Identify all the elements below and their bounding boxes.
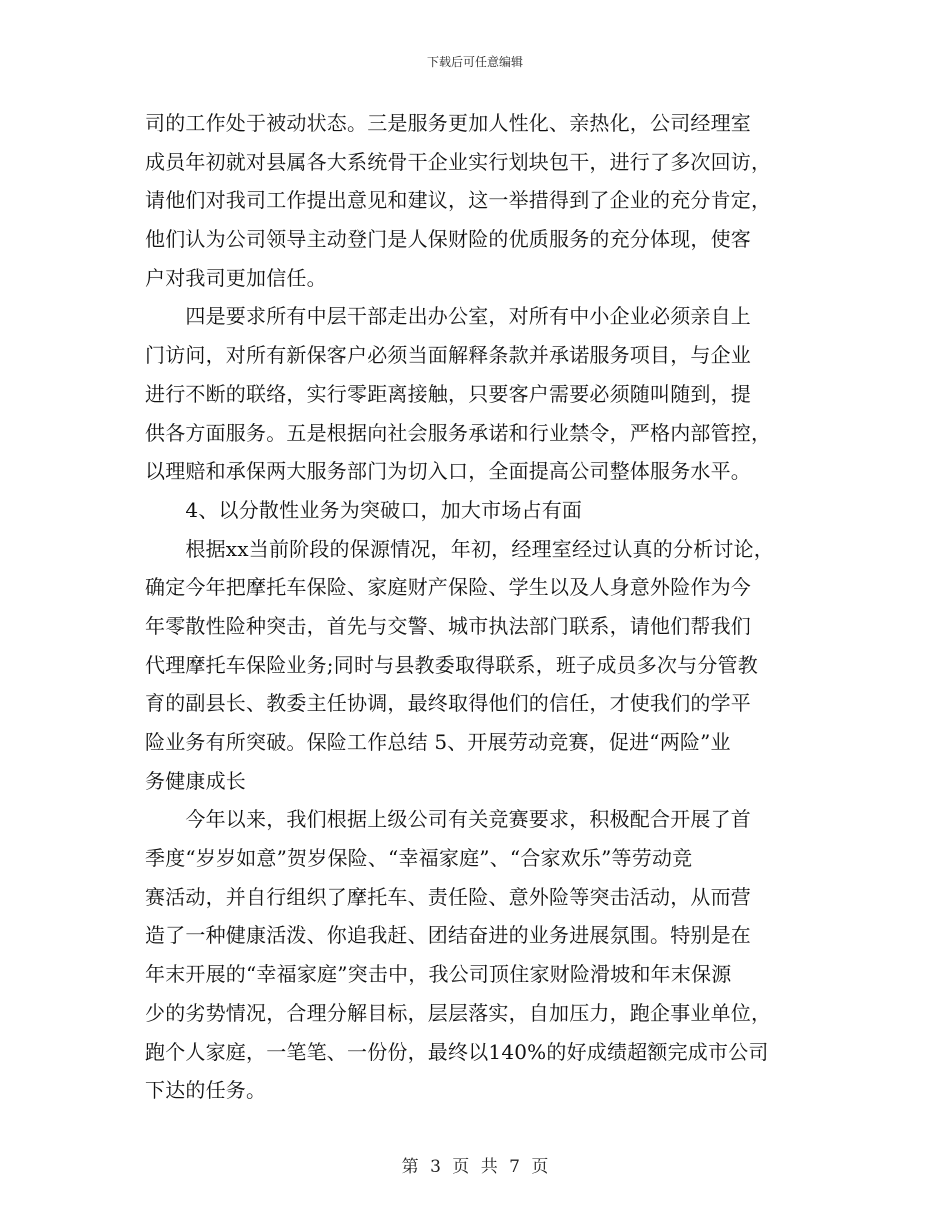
text-line: 供各方面服务。五是根据向社会服务承诺和行业禁令，严格内部管控，: [145, 420, 772, 445]
text-line: 少的劣势情况，合理分解目标，层层落实，自加压力，跑企事业单位，: [145, 1000, 772, 1025]
text-line: 以理赔和承保两大服务部门为切入口，全面提高公司整体服务水平。: [145, 459, 751, 484]
text-line: 今年以来，我们根据上级公司有关竞赛要求，积极配合开展了首: [145, 807, 751, 832]
text-line: 下达的任务。: [145, 1078, 267, 1103]
text-line: 险业务有所突破。保险工作总结 5、开展劳动竞赛，促进“两险”业: [145, 730, 731, 754]
text-line: 司的工作处于被动状态。三是服务更加人性化、亲热化，公司经理室: [145, 111, 751, 135]
text-line: 根据xx当前阶段的保源情况，年初，经理室经过认真的分析讨论，: [145, 536, 774, 561]
text-line: 年零散性险种突击，首先与交警、城市执法部门联系，请他们帮我们: [145, 613, 751, 638]
page-header: 下载后可任意编辑: [426, 55, 523, 69]
text-line: 门访问，对所有新保客户必须当面解释条款并承诺服务项目，与企业: [145, 343, 751, 368]
text-line: 进行不断的联络，实行零距离接触，只要客户需要必须随叫随到，提: [145, 381, 751, 406]
text-line: 户对我司更加信任。: [145, 265, 327, 290]
text-line: 确定今年把摩托车保险、家庭财产保险、学生以及人身意外险作为今: [145, 575, 751, 600]
text-line: 四是要求所有中层干部走出办公室，对所有中小企业必须亲自上: [145, 304, 751, 329]
text-line: 他们认为公司领导主动登门是人保财险的优质服务的充分体现，使客: [145, 227, 751, 252]
text-line: 造了一种健康活泼、你追我赶、团结奋进的业务进展氛围。特别是在: [145, 923, 751, 948]
section-heading: 4、以分散性业务为突破口，加大市场占有面: [145, 497, 583, 522]
text-line: 季度“岁岁如意”贺岁保险、“幸福家庭”、“合家欢乐”等劳动竞: [145, 846, 693, 871]
text-line: 务健康成长: [145, 768, 246, 793]
text-line: 跑个人家庭，一笔笔、一份份，最终以140%的好成绩超额完成市公司: [145, 1039, 769, 1064]
text-line: 代理摩托车保险业务;同时与县教委取得联系，班子成员多次与分管教: [145, 652, 758, 677]
page-number: 第 3 页 共 7 页: [401, 1157, 549, 1177]
text-line: 请他们对我司工作提出意见和建议，这一举措得到了企业的充分肯定，: [145, 188, 772, 213]
text-line: 成员年初就对县属各大系统骨干企业实行划块包干，进行了多次回访，: [145, 149, 772, 174]
text-line: 年末开展的“幸福家庭”突击中，我公司顶住家财险滑坡和年末保源: [145, 962, 732, 987]
text-line: 育的副县长、教委主任协调，最终取得他们的信任，才使我们的学平: [145, 691, 751, 716]
text-line: 赛活动，并自行组织了摩托车、责任险、意外险等突击活动，从而营: [145, 884, 751, 909]
document-body: [145, 104, 815, 1110]
